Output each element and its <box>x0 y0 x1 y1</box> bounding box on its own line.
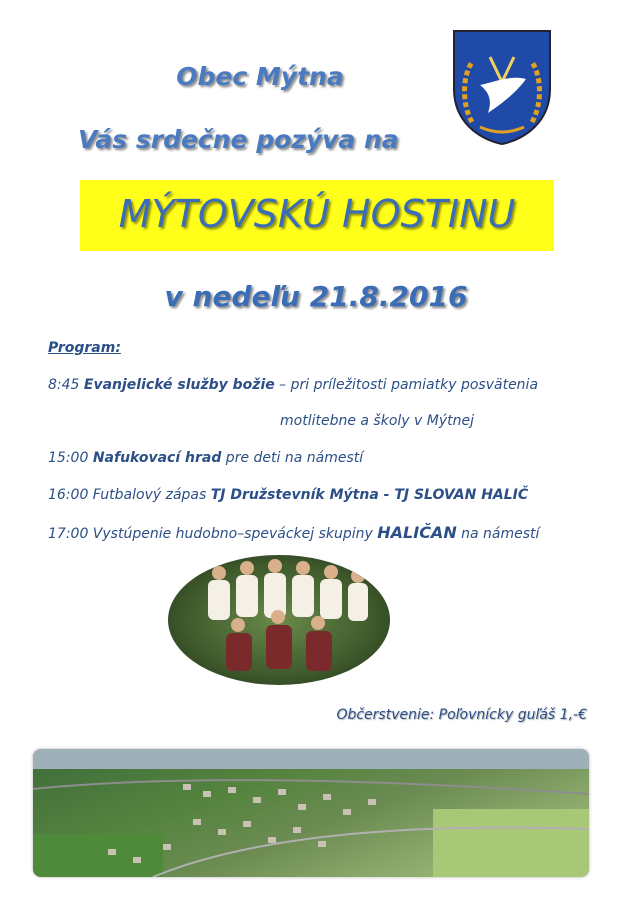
aerial-village-photo <box>33 749 589 877</box>
program-item: 17:00 Vystúpenie hudobno–speváckej skupiny HALIČAN na námestí <box>48 523 540 542</box>
crest-icon <box>450 27 554 147</box>
event-date: v nedeľu 21.8.2016 <box>164 280 468 313</box>
program-item: motlitebne a školy v Mýtnej <box>280 413 474 429</box>
program-item: 8:45 Evanjelické služby božie – pri príležitosti pamiatky posvätenia <box>48 377 539 393</box>
program-item: 16:00 Futbalový zápas TJ Družstevník Mýtna - TJ SLOVAN HALIČ <box>48 487 529 503</box>
folk-group-photo <box>168 555 390 685</box>
program-item: 15:00 Nafukovací hrad pre deti na námestí <box>48 450 364 466</box>
program-label: Program: <box>48 340 121 356</box>
village-name: Obec Mýtna <box>176 62 344 91</box>
event-title: MÝTOVSKÚ HOSTINU <box>118 192 516 236</box>
event-banner <box>80 180 554 251</box>
invite-text: Vás srdečne pozýva na <box>78 125 399 154</box>
refreshments-note: Občerstvenie: Poľovnícky guľáš 1,-€ <box>336 707 587 723</box>
